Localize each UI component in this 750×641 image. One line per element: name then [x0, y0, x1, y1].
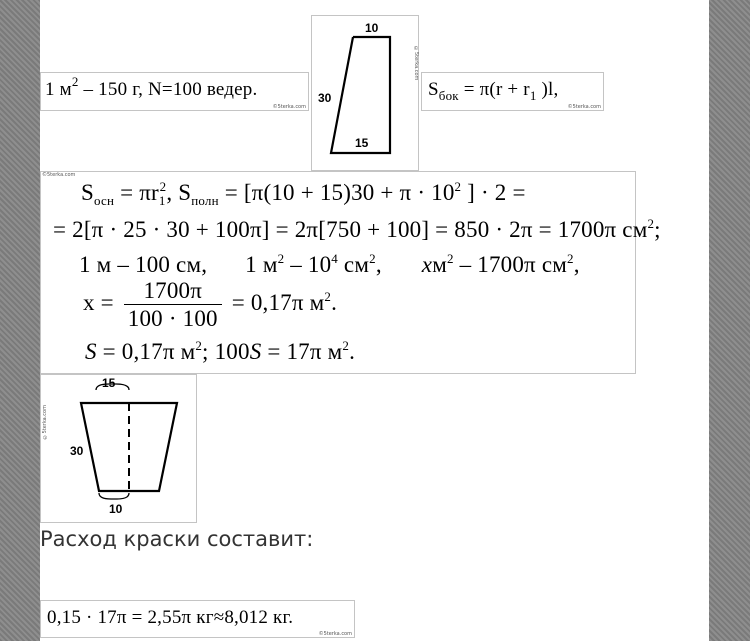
l3-h-sup: 2: [566, 251, 574, 266]
watermark: ©5terka.com: [413, 46, 419, 81]
l3-a: 1 м – 100 см,: [79, 252, 208, 277]
l3-c-sup: 4: [331, 251, 338, 266]
solution-line-5: [85, 339, 355, 365]
lateral-area-formula: [428, 79, 558, 101]
bottom-length-label: 10: [109, 502, 123, 516]
watermark: ©5terka.com: [42, 172, 76, 178]
consumption-exp: 2: [71, 74, 79, 89]
l3-h: – 1700π см: [453, 252, 567, 277]
l3-e: ,: [375, 252, 382, 277]
lateral-area-box: [421, 72, 604, 111]
l5-e: = 17π м: [261, 339, 343, 364]
l3-d: см: [337, 252, 370, 277]
result-box: [40, 600, 355, 638]
bottom-length-label: 15: [355, 136, 369, 150]
l2-a-sup: 2: [647, 216, 655, 231]
l3-f: x: [421, 252, 433, 277]
bucket-diagram: [41, 375, 195, 521]
l5-e-sup: 2: [342, 338, 350, 353]
bottom-brace: [99, 493, 129, 499]
l1-b: = πr: [114, 180, 159, 205]
watermark: ©5terka.com: [272, 104, 306, 110]
solution-box: [40, 171, 661, 374]
top-length-label: 15: [102, 376, 116, 390]
watermark: ©5terka.com: [567, 104, 601, 110]
l1-c-sub: полн: [191, 193, 219, 208]
l3-g: м: [432, 252, 447, 277]
l3-i: ,: [573, 252, 580, 277]
l5-b-sup: 2: [195, 338, 203, 353]
trapezoid-diagram: [312, 16, 417, 169]
l1-b-sub: 1: [158, 193, 166, 208]
result-formula: 0,15 · 17π = 2,55π кг≈8,012 кг.: [47, 607, 294, 628]
l3-c: – 10: [284, 252, 332, 277]
l1-c: , S: [166, 180, 192, 205]
l3-b: 1 м: [245, 252, 278, 277]
paint-consumption-caption: Расход краски составит:: [40, 527, 314, 551]
fraction-denominator: 100 · 100: [127, 306, 218, 331]
consumption-lead: 1 м: [45, 79, 72, 100]
s-subscript: бок: [438, 88, 459, 103]
l2-a: = 2[π · 25 · 30 + 100π] = 2π[750 + 100] = 850 · 2π = 1700π см: [53, 217, 648, 242]
fraction-numerator: 1700π: [124, 277, 222, 305]
l3-d-sup: 2: [369, 251, 376, 266]
solution-line-1: [81, 180, 526, 206]
s-symbol: S: [428, 79, 439, 100]
bucket-section-figure: [311, 15, 419, 171]
side-length-label: 30: [318, 91, 332, 105]
l2-b: ;: [654, 217, 661, 242]
l5-b: = 0,17π м: [96, 339, 196, 364]
l4-a: x =: [83, 289, 120, 315]
solution-line-2: [53, 217, 661, 243]
l1-a: S: [81, 180, 94, 205]
l5-d: S: [249, 339, 262, 364]
l4-b-sup: 2: [324, 288, 332, 304]
consumption-formula: [45, 74, 258, 101]
r1-subscript: 1: [529, 88, 537, 103]
l5-f: .: [349, 339, 356, 364]
l1-e: ] · 2 =: [461, 180, 526, 205]
consumption-box: [40, 72, 309, 111]
solution-line-3: [79, 252, 580, 278]
l3-g-sup: 2: [446, 251, 454, 266]
side-length-label: 30: [70, 444, 84, 458]
watermark: ©5terka.com: [42, 405, 48, 440]
l4-b: = 0,17π м: [225, 289, 325, 315]
page: [40, 0, 709, 641]
l1-b-sup: 2: [159, 179, 167, 194]
l1-d-sup: 2: [454, 179, 462, 194]
formula-end: )l,: [536, 79, 559, 100]
l1-a-sub: осн: [94, 193, 115, 208]
fraction: [124, 277, 222, 332]
consumption-rest: – 150 г, N=100 ведер.: [78, 79, 258, 100]
watermark: ©5terka.com: [318, 631, 352, 637]
l3-b-sup: 2: [277, 251, 285, 266]
bucket-figure: [40, 374, 197, 523]
solution-line-4: [83, 277, 337, 332]
l5-a: S: [85, 339, 97, 364]
l5-c: ; 100: [202, 339, 250, 364]
top-length-label: 10: [365, 21, 379, 35]
l1-d: = [π(10 + 15)30 + π · 10: [218, 180, 455, 205]
l4-c: .: [331, 289, 338, 315]
formula-mid: = π(r + r: [458, 79, 530, 100]
